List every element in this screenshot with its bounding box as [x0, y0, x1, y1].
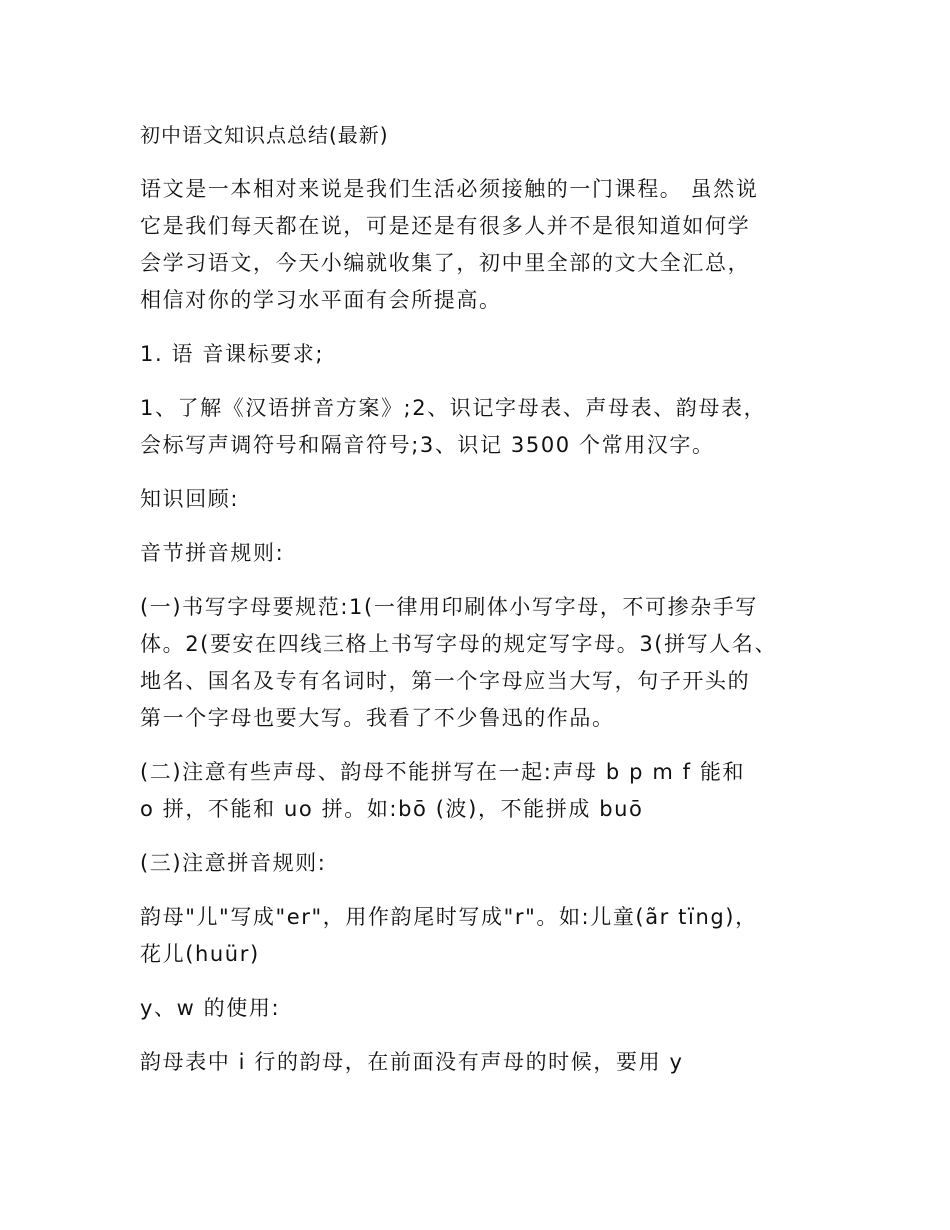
yw-usage-heading [140, 990, 820, 1027]
pinyin-rules-heading [140, 535, 820, 572]
text-line: 韵母"儿"写成"er"，用作韵尾时写成"r"。如:儿童(ãr tïng)， [140, 905, 758, 929]
text-line: 相信对你的学习水平面有会所提高。 [140, 288, 502, 312]
knowledge-review-heading [140, 481, 820, 518]
text-line: y、w 的使用: [140, 996, 281, 1020]
text-line: 语文是一本相对来说是我们生活必须接触的一门课程。 虽然说 [140, 177, 759, 201]
document-title: 初中语文知识点总结(最新) [140, 123, 389, 147]
text-line: 音节拼音规则: [140, 541, 285, 565]
requirements-paragraph [140, 390, 820, 464]
er-rule-paragraph [140, 899, 820, 973]
text-line: 第一个字母也要大写。我看了不少鲁迅的作品。 [140, 706, 615, 730]
i-row-paragraph [140, 1044, 820, 1081]
text-line: 会标写声调符号和隔音符号;3、识记 3500 个常用汉字。 [140, 433, 715, 457]
text-line: 地名、国名及专有名词时，第一个字母应当大写，句子开头的 [140, 669, 751, 693]
section-heading-phonetics [140, 336, 820, 373]
text-line: (一)书写字母要规范:1(一律用印刷体小写字母，不可掺杂手写 [140, 595, 759, 619]
text-line: 花儿(huür) [140, 942, 260, 966]
document-page [140, 117, 820, 1098]
text-line: 1、了解《汉语拼音方案》;2、识记字母表、声母表、韵母表， [140, 396, 767, 420]
text-line: (二)注意有些声母、韵母不能拼写在一起:声母 b p m f 能和 [140, 760, 746, 784]
rule-three-heading [140, 845, 820, 882]
intro-paragraph [140, 171, 820, 319]
text-line: o 拼，不能和 uo 拼。如:bō (波)，不能拼成 buō [140, 797, 644, 821]
text-line: 会学习语文，今天小编就收集了，初中里全部的文大全汇总， [140, 251, 751, 275]
text-line: 体。2(要安在四线三格上书写字母的规定写字母。3(拼写人名、 [140, 632, 778, 656]
text-line: 知识回顾: [140, 487, 240, 511]
rule-two-paragraph [140, 754, 820, 828]
text-line: (三)注意拼音规则: [140, 851, 327, 875]
text-line: 1. 语 音课标要求; [140, 342, 325, 366]
rule-one-paragraph [140, 589, 820, 737]
text-line: 它是我们每天都在说，可是还是有很多人并不是很知道如何学 [140, 214, 751, 238]
text-line: 韵母表中 i 行的韵母，在前面没有声母的时候，要用 y [140, 1050, 684, 1074]
